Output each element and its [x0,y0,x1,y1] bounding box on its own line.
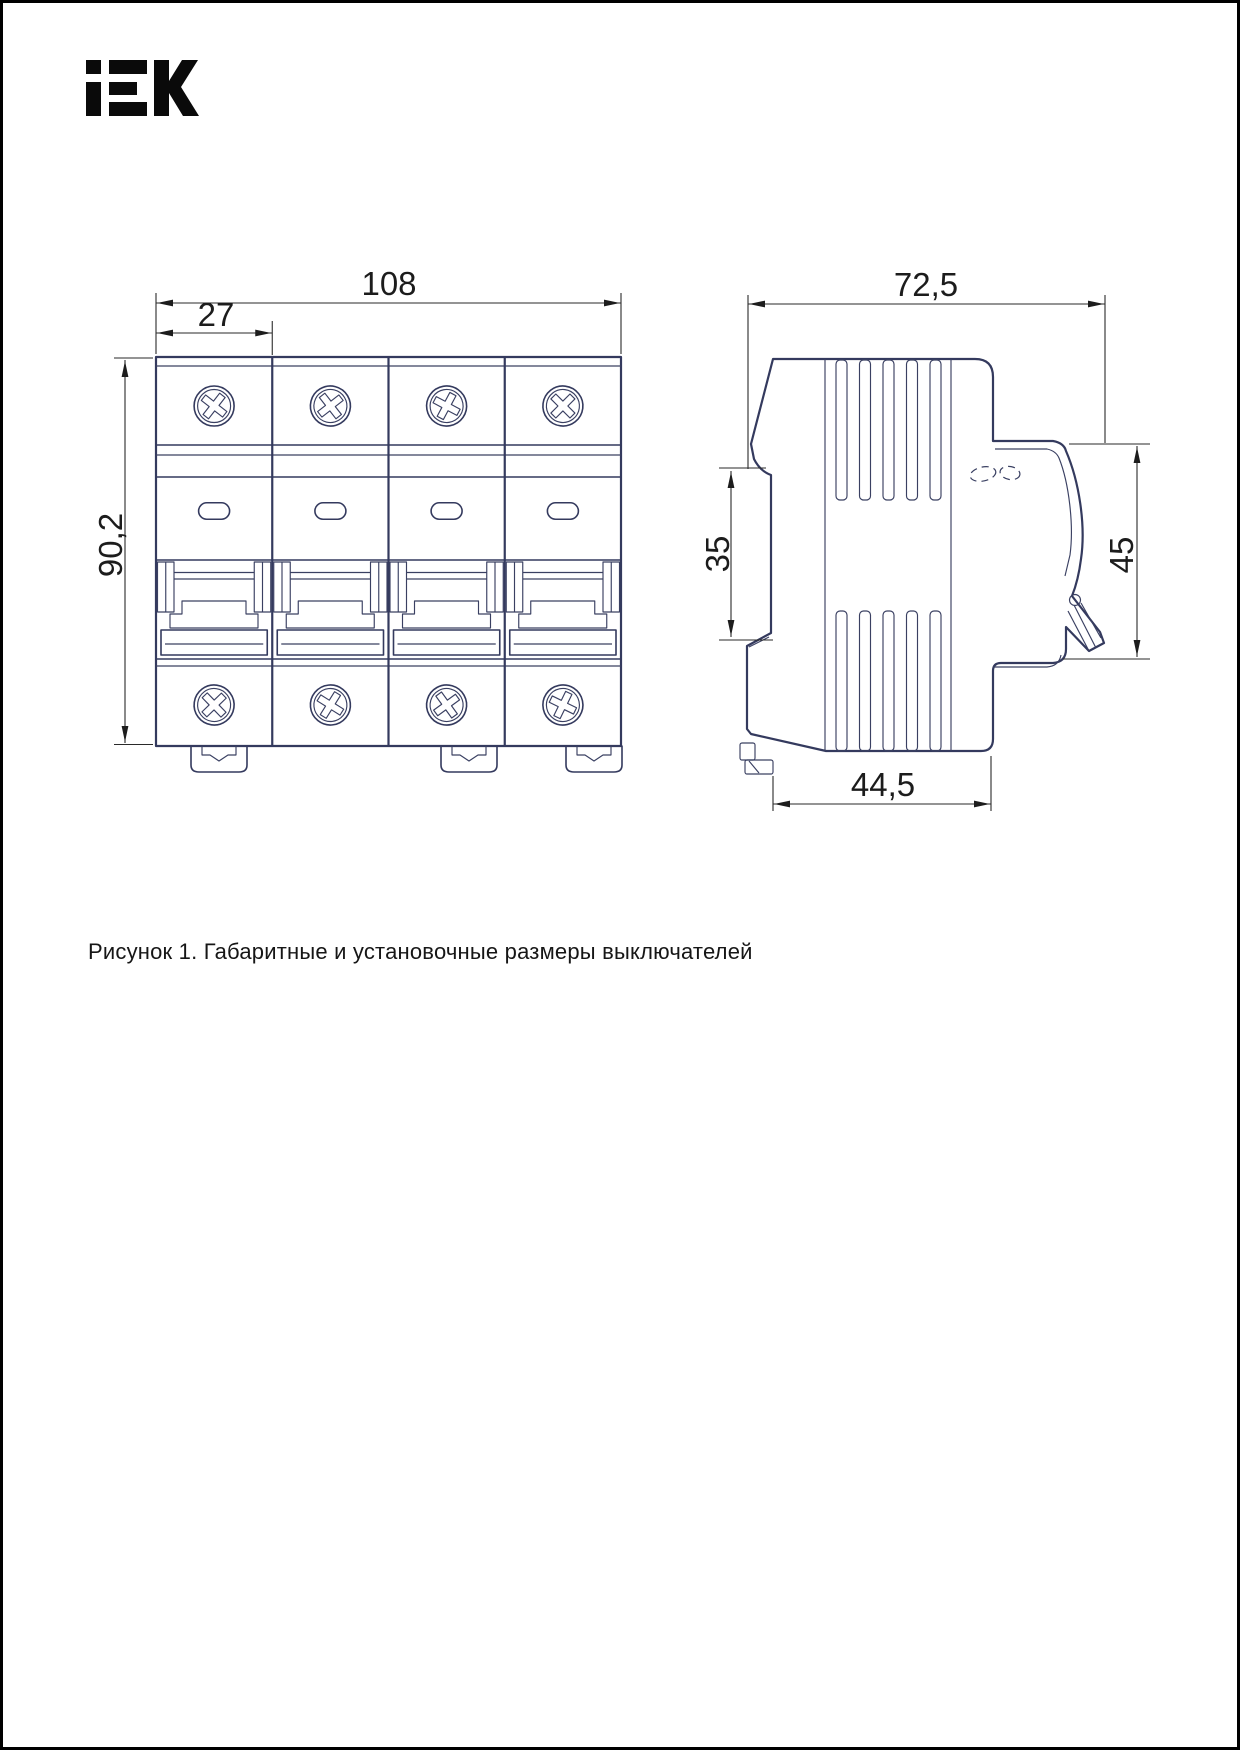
dimension-depth [748,266,1105,469]
dim-label-27: 27 [197,296,235,333]
din-clip [191,746,247,772]
side-toggle-handle [1068,595,1101,652]
phillips-screw-icon [541,384,586,429]
dimension-module-width [156,296,272,355]
vent-slats-bottom [836,611,941,751]
dim-label-44-5: 44,5 [850,766,916,803]
side-body-outline [747,359,1104,751]
din-clip [441,746,497,772]
phillips-screw-icon [423,383,469,429]
toggle-handle [274,562,387,655]
phillips-screw-icon [308,683,352,727]
toggle-handle [390,562,503,655]
dim-label-108: 108 [361,265,417,302]
phillips-screw-icon [422,680,471,729]
dimension-height [92,358,153,745]
toggle-handle [506,562,619,655]
hidden-line-mark [999,465,1021,481]
indicator-window [547,503,578,520]
din-latch [740,637,773,774]
technical-drawing [3,3,1240,1013]
dim-label-35: 35 [699,535,736,573]
din-clip [566,746,622,772]
figure-caption: Рисунок 1. Габаритные и установочные размеры выключателей [88,939,753,964]
dimension-bottom-depth [773,756,991,811]
dim-label-72-5: 72,5 [893,266,959,303]
phillips-screw-icon [192,682,237,727]
indicator-window [199,503,230,520]
side-view [699,266,1150,811]
hidden-line-mark [969,464,997,483]
toggle-handle [158,562,271,655]
vent-slats-top [836,360,941,500]
phillips-screw-icon [306,382,354,430]
indicator-window [315,503,346,520]
dimension-din-rail [699,468,773,640]
dim-label-45: 45 [1103,536,1140,574]
iek-logo [86,60,199,116]
indicator-window [431,503,462,520]
phillips-screw-icon [194,386,234,426]
dim-label-90-2: 90,2 [92,512,129,578]
phillips-screw-icon [539,681,586,728]
front-view [92,265,622,772]
